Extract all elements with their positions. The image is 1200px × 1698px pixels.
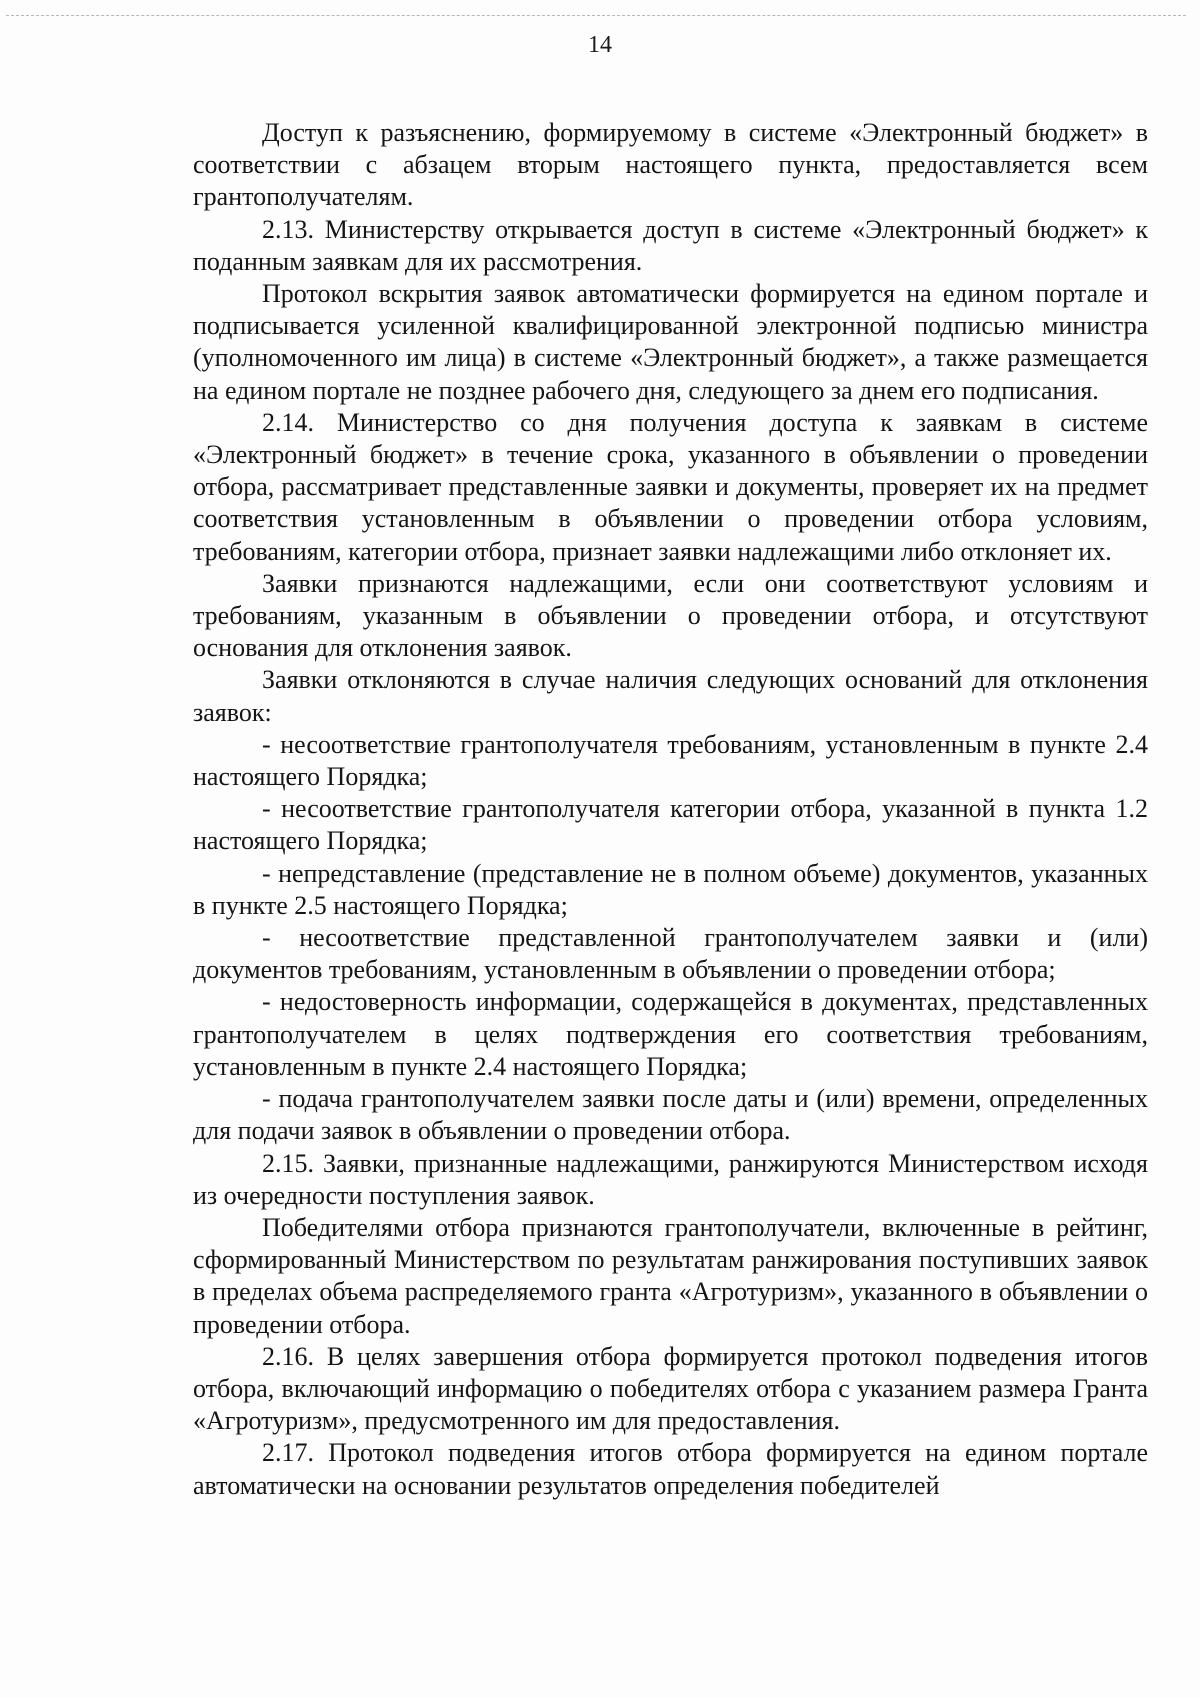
paragraph: 2.16. В целях завершения отбора формируется протокол подведения итогов отбора, включающий информацию о победителях отбора с указанием размера Гранта «Агротуризм», предусмотренного им для предоставления.: [193, 1341, 1148, 1436]
paragraph: Заявки отклоняются в случае наличия следующих оснований для отклонения заявок:: [193, 665, 1148, 727]
paragraph: 2.17. Протокол подведения итогов отбора формируется на едином портале автоматически на основании результатов определения победителей: [193, 1438, 1148, 1500]
page-number: 14: [588, 32, 612, 58]
list-item: - несоответствие грантополучателя требованиям, установленным в пункте 2.4 настоящего Порядка;: [193, 729, 1148, 792]
list-item: - несоответствие грантополучателя категории отбора, указанной в пункта 1.2 настоящего Порядка;: [193, 794, 1148, 856]
paragraph: Доступ к разъяснению, формируемому в системе «Электронный бюджет» в соответствии с абзацем вторым настоящего пункта, предоставляется всем грантополучателям.: [193, 118, 1148, 212]
list-item: - несоответствие представленной грантополучателем заявки и (или) документов требованиям, установленным в объявлении о проведении отбора;: [193, 923, 1148, 985]
paragraph: Победителями отбора признаются грантополучатели, включенные в рейтинг, сформированный Министерством по результатам ранжирования поступивших заявок в пределах объема распределяемого гранта «Агротуризм», указанного в объявлении о проведении отбора.: [193, 1212, 1148, 1339]
list-item: - подача грантополучателем заявки после даты и (или) времени, определенных для подачи заявок в объявлении о проведении отбора.: [193, 1084, 1148, 1146]
paragraph: Протокол вскрытия заявок автоматически формируется на едином портале и подписывается усиленной квалифицированной электронной подписью министра (уполномоченного им лица) в системе «Электронный бюджет», а также размещается на едином портале не позднее рабочего дня, следующего за днем его подписания.: [193, 279, 1148, 405]
top-border-line: [6, 15, 1186, 16]
paragraph: 2.13. Министерству открывается доступ в системе «Электронный бюджет» к поданным заявкам для их рассмотрения.: [193, 214, 1148, 276]
paragraph: 2.14. Министерство со дня получения доступа к заявкам в системе «Электронный бюджет» в течение срока, указанного в объявлении о проведении отбора, рассматривает представленные заявки и документы, проверяет их на предмет соответствия установленным в объявлении о проведении отбора условиям, требованиям, категории отбора, признает заявки надлежащими либо отклоняет их.: [193, 407, 1148, 566]
list-item: - непредставление (представление не в полном объеме) документов, указанных в пункте 2.5 настоящего Порядка;: [193, 858, 1148, 920]
paragraph: 2.15. Заявки, признанные надлежащими, ранжируются Министерством исходя из очередности поступления заявок.: [193, 1148, 1148, 1210]
list-item: - недостоверность информации, содержащейся в документах, представленных грантополучателем в целях подтверждения его соответствия требованиям, установленным в пункте 2.4 настоящего Порядка;: [193, 987, 1148, 1081]
paragraph: Заявки признаются надлежащими, если они соответствуют условиям и требованиям, указанным в объявлении о проведении отбора, и отсутствуют основания для отклонения заявок.: [193, 568, 1148, 663]
document-body: [193, 117, 1148, 1502]
